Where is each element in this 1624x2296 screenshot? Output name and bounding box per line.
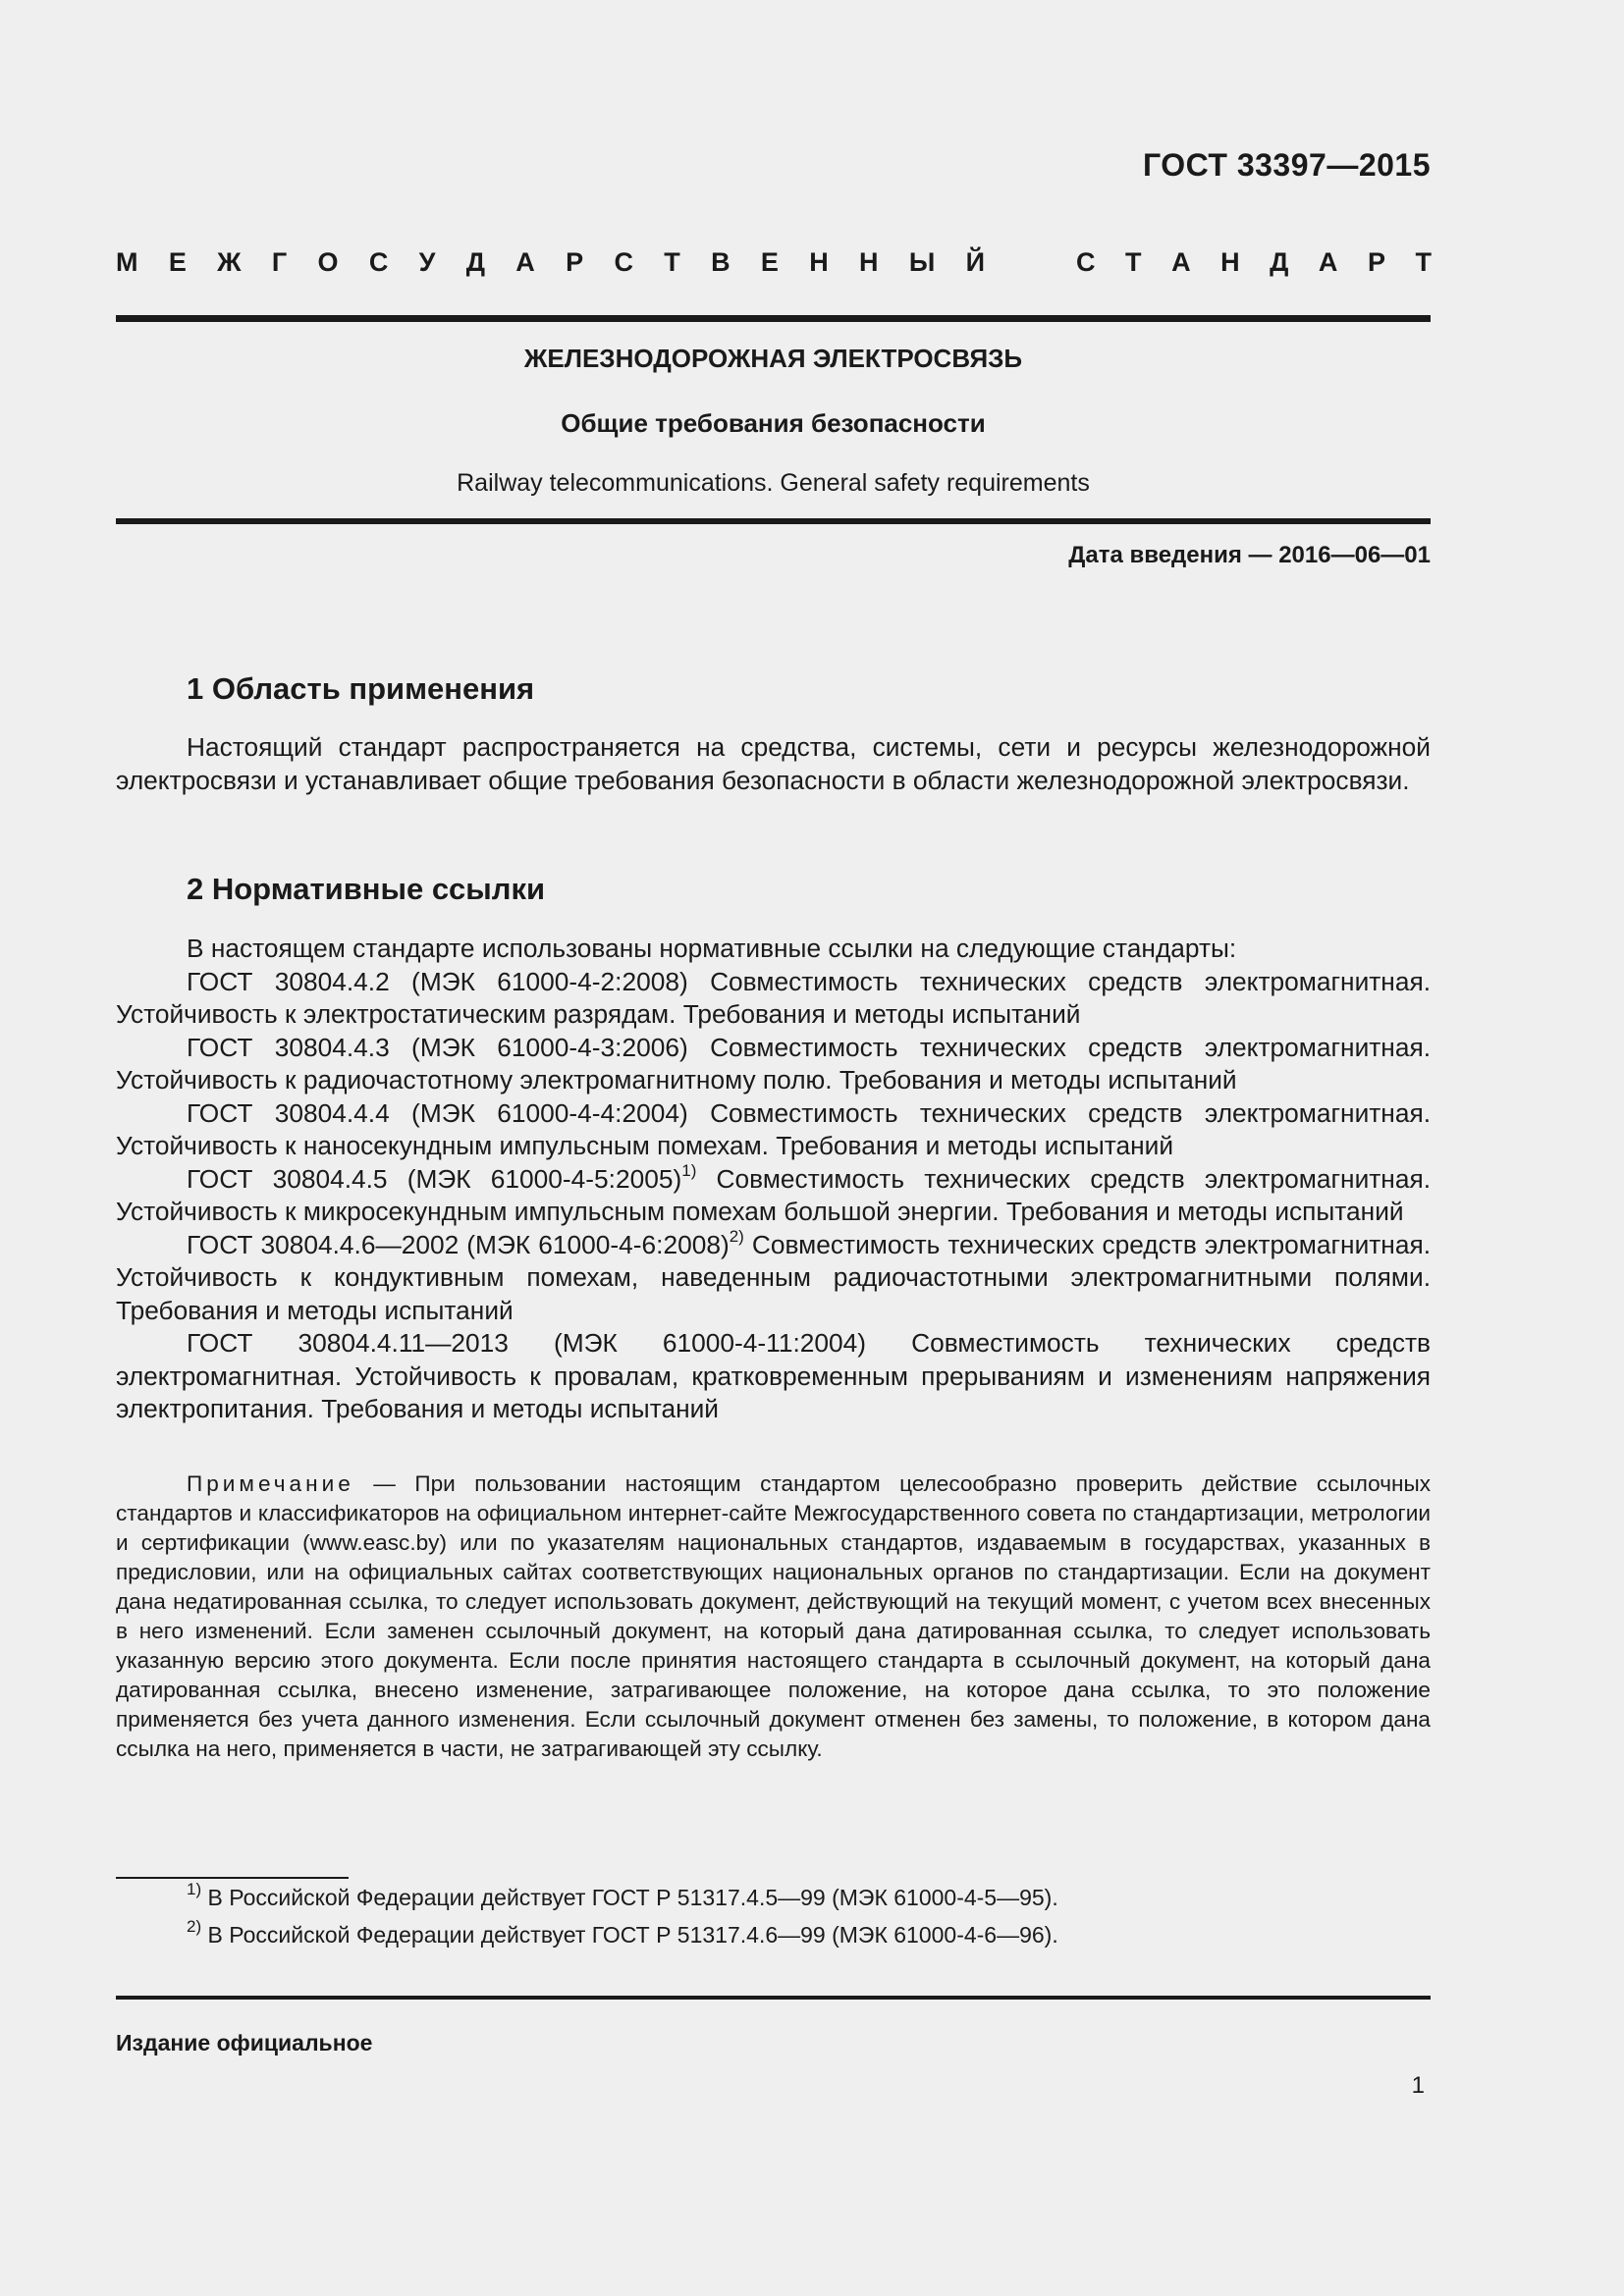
document-code: ГОСТ 33397—2015 — [1142, 147, 1431, 183]
reference-title: Совместимость технических средств электромагнитная. Устойчивость к радиочастотному электромагнитному полю. Требования и методы испытаний — [116, 1032, 1431, 1095]
banner-letter: А — [515, 247, 535, 277]
footer-rule — [116, 1996, 1431, 2000]
banner-letter: Е — [168, 247, 187, 277]
reference-item — [116, 1226, 1431, 1328]
reference-item — [116, 1097, 1431, 1163]
footnote-mark: 2) — [187, 1917, 202, 1937]
reference-code: ГОСТ 30804.4.5 (МЭК 61000-4-5:2005) — [187, 1163, 682, 1194]
reference-code: ГОСТ 30804.4.6—2002 (МЭК 61000-4-6:2008) — [187, 1229, 730, 1259]
banner-letter: Т — [1125, 247, 1142, 277]
footnote-1 — [187, 1880, 1058, 1911]
reference-item — [116, 1032, 1431, 1097]
section-2-body — [116, 933, 1431, 1426]
interstate-standard-banner — [116, 247, 1432, 278]
banner-letter: О — [317, 247, 339, 277]
note-text: — При пользовании настоящим стандартом целесообразно проверить действие ссылочных стандартов и классификаторов на официальном интернет-сайте Межгосударственного совета по стандартизации, метрологии и сертификации (www.easc.by) или по указателям национальных стандартов, издаваемым в государствах, указанных в предисловии, или на официальных сайтах соответствующих национальных органов по стандартизации. Если на документ дана недатированная ссылка, то следует использовать документ, действующий на текущий момент, с учетом всех внесенных в него изменений. Если заменен ссылочный документ, на который дана датированная ссылка, то следует использовать указанную версию этого документа. Если после принятия настоящего стандарта в ссылочный документ, на который дана датированная ссылка, внесено изменение, затрагивающее положение, на которое дана ссылка, то это положение применяется без учета данного изменения. Если ссылочный документ отменен без замены, то положение, в котором дана ссылка на него, применяется в части, не затрагивающей эту ссылку. — [116, 1471, 1431, 1761]
banner-letter: А — [1171, 247, 1191, 277]
footnote-text: В Российской Федерации действует ГОСТ Р 51317.4.6—99 (МЭК 61000-4-6—96). — [201, 1922, 1058, 1948]
standard-word — [1076, 247, 1432, 278]
reference-code: ГОСТ 30804.4.3 (МЭК 61000-4-3:2006) — [187, 1032, 688, 1062]
reference-footnote-mark: 1) — [681, 1160, 697, 1180]
reference-code: ГОСТ 30804.4.11—2013 (МЭК 61000-4-11:2004) — [187, 1328, 867, 1358]
banner-letter: М — [116, 247, 138, 277]
footnote-text: В Российской Федерации действует ГОСТ Р 51317.4.5—99 (МЭК 61000-4-5—95). — [201, 1885, 1058, 1910]
banner-letter: Й — [965, 247, 985, 277]
standard-subtitle: Общие требования безопасности — [561, 408, 986, 438]
standard-title: ЖЕЛЕЗНОДОРОЖНАЯ ЭЛЕКТРОСВЯЗЬ — [523, 344, 1023, 373]
english-title: Railway telecommunications. General safety requirements — [457, 469, 1090, 497]
reference-item — [116, 966, 1431, 1032]
banner-letter: Р — [566, 247, 584, 277]
footnote-2 — [187, 1917, 1058, 1949]
reference-item — [116, 1160, 1431, 1229]
section-1-body — [116, 731, 1431, 797]
banner-letter: С — [614, 247, 633, 277]
reference-title: Совместимость технических средств электромагнитная. Устойчивость к микросекундным импульсным помехам большой энергии. Требования и методы испытаний — [116, 1163, 1431, 1226]
reference-title: Совместимость технических средств электромагнитная. Устойчивость к кондуктивным помехам, наведенным радиочастотными электромагнитными полями. Требования и методы испытаний — [116, 1229, 1431, 1325]
banner-letter: В — [711, 247, 731, 277]
interstate-word — [116, 247, 985, 278]
references-list — [116, 966, 1431, 1426]
banner-letter: Г — [271, 247, 288, 277]
introduction-date: Дата введения — 2016—06—01 — [1068, 542, 1431, 568]
banner-letter: Н — [1220, 247, 1240, 277]
banner-letter: Р — [1367, 247, 1385, 277]
reference-code: ГОСТ 30804.4.4 (МЭК 61000-4-4:2004) — [187, 1097, 688, 1128]
banner-letter: Ж — [217, 247, 242, 277]
reference-title: Совместимость технических средств электромагнитная. Устойчивость к провалам, кратковременным прерываниям и изменениям напряжения электропитания. Требования и методы испытаний — [116, 1328, 1431, 1423]
reference-footnote-mark: 2) — [729, 1226, 744, 1246]
banner-letter: Т — [664, 247, 680, 277]
banner-letter: С — [1076, 247, 1096, 277]
footnote-rule — [116, 1877, 349, 1879]
official-edition-label: Издание официальное — [116, 2030, 373, 2056]
scope-paragraph: Настоящий стандарт распространяется на средства, системы, сети и ресурсы железнодорожной электросвязи и устанавливает общие требования безопасности в области железнодорожной электросвязи. — [116, 732, 1431, 795]
banner-letter: Н — [809, 247, 829, 277]
reference-title: Совместимость технических средств электромагнитная. Устойчивость к электростатическим разрядам. Требования и методы испытаний — [116, 966, 1431, 1029]
reference-title: Совместимость технических средств электромагнитная. Устойчивость к наносекундным импульсным помехам. Требования и методы испытаний — [116, 1097, 1431, 1160]
banner-letter: Ы — [908, 247, 936, 277]
title-rule — [116, 518, 1431, 524]
banner-letter: Д — [1270, 247, 1289, 277]
top-rule — [116, 315, 1431, 322]
footnote-mark: 1) — [187, 1880, 202, 1899]
page-number: 1 — [1411, 2072, 1425, 2099]
note-label: Примечание — [187, 1471, 354, 1496]
banner-letter: Е — [760, 247, 779, 277]
banner-letter: Д — [465, 247, 485, 277]
reference-code: ГОСТ 30804.4.2 (МЭК 61000-4-2:2008) — [187, 966, 688, 996]
section-1-heading: 1 Область применения — [187, 671, 535, 706]
banner-letter: А — [1318, 247, 1338, 277]
banner-letter: Т — [1415, 247, 1432, 277]
section-2-heading: 2 Нормативные ссылки — [187, 872, 546, 906]
banner-letter: У — [418, 247, 436, 277]
reference-item — [116, 1327, 1431, 1426]
references-intro: В настоящем стандарте использованы нормативные ссылки на следующие стандарты: — [187, 934, 1237, 963]
note-paragraph — [116, 1469, 1431, 1764]
banner-letter: С — [368, 247, 389, 277]
banner-letter: Н — [859, 247, 879, 277]
